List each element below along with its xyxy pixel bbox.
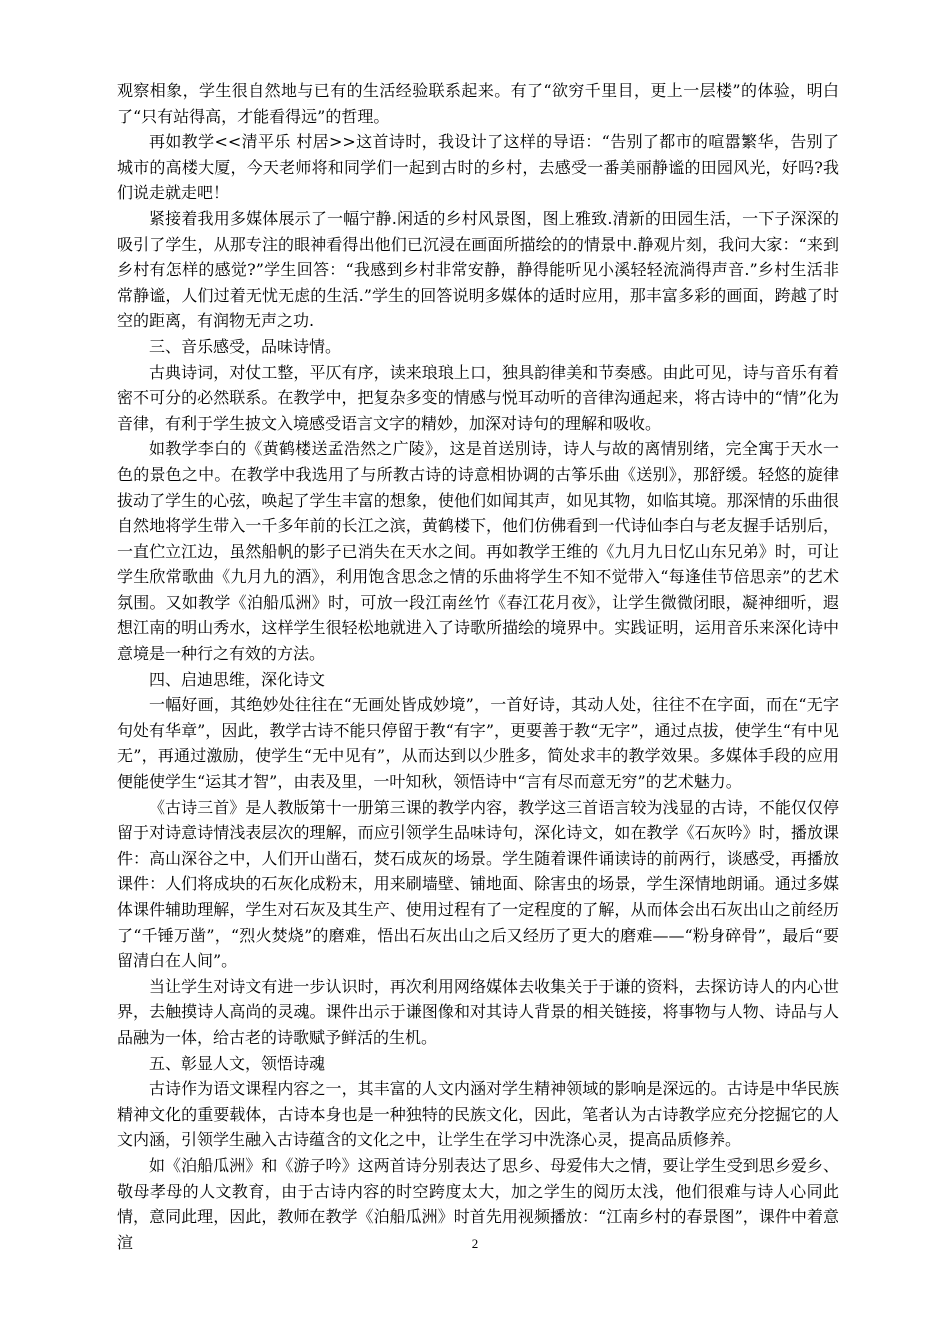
paragraph-12: 古诗作为语文课程内容之一，其丰富的人文内涵对学生精神领域的影响是深远的。古诗是中华民族精神文化的重要载体，古诗本身也是一种独特的民族文化，因此，笔者认为古诗教学应充分挖掘它的人文内涵，引领学生融入古诗蕴含的文化之中，让学生在学习中洗涤心灵，提高品质修养。 (117, 1079, 839, 1150)
paragraph-2: 再如教学<<清平乐 村居>>这首诗时，我设计了这样的导语：“告别了都市的喧嚣繁华，告别了城市的高楼大厦，今天老师将和同学们一起到古时的乡村，去感受一番美丽静谧的田园风光，好吗?我们说走就走吧！ (117, 132, 839, 203)
section-heading-5: 五、彰显人文，领悟诗魂 (149, 1053, 326, 1073)
document-body (117, 78, 839, 1255)
paragraph-8: 一幅好画，其绝妙处往往在“无画处皆成妙境”，一首好诗，其动人处，往往不在字面，而在“无字句处有华章”，因此，教学古诗不能只停留于教“有字”，更要善于教“无字”，通过点拔，使学生“有中见无”，再通过激励，使学生“无中见有”，从而达到以少胜多，简处求丰的教学效果。多媒体手段的应用便能使学生“运其才智”，由表及里，一叶知秋，领悟诗中“言有尽而意无穷”的艺术魅力。 (117, 695, 839, 792)
paragraph-13: 如《泊船瓜洲》和《游子吟》这两首诗分别表达了思乡、母爱伟大之情，要让学生受到思乡爱乡、敬母孝母的人文教育，由于古诗内容的时空跨度太大，加之学生的阅历太浅，他们很难与诗人心同此情，意同此理，因此，教师在教学《泊船瓜洲》时首先用视频播放：“江南乡村的春景图”，课件中着意渲 (117, 1155, 839, 1252)
paragraph-6: 如教学李白的《黄鹤楼送孟浩然之广陵》，这是首送別诗，诗人与故的离情别绪，完全寓于天水一色的景色之中。在教学中我选用了与所教古诗的诗意相协调的古筝乐曲《送别》，那舒缓。轻悠的旋律拔动了学生的心弦，唤起了学生丰富的想象，使他们如闻其声，如见其物，如临其境。那深情的乐曲很自然地将学生带入一千多年前的长江之滨，黄鹤楼下，他们仿佛看到一代诗仙李白与老友握手话别后，一直伫立江边，虽然船帆的影子已消失在天水之间。再如教学王维的《九月九日忆山东兄弟》时，可让学生欣常歌曲《九月九的酒》，利用饱含思念之情的乐曲将学生不知不觉带入“每逢佳节倍思亲”的艺术氛围。又如教学《泊船瓜洲》时，可放一段江南丝竹《春江花月夜》，让学生微微闭眼，凝神细听，遐想江南的明山秀水，这样学生很轻松地就进入了诗歌所描绘的境界中。实践证明，运用音乐来深化诗中意境是一种行之有效的方法。 (117, 439, 839, 664)
section-heading-4: 四、启迪思维，深化诗文 (149, 669, 326, 689)
paragraph-10: 当让学生对诗文有进一步认识时，再次利用网络媒体去收集关于于谦的资料，去探访诗人的内心世界，去触摸诗人高尚的灵魂。课件出示于谦图像和对其诗人背景的相关链接，将事物与人物、诗品与人品融为一体，给古老的诗歌赋予鲜活的生机。 (117, 976, 839, 1047)
paragraph-9: 《古诗三首》是人教版第十一册第三课的教学内容，教学这三首语言较为浅显的古诗，不能仅仅停留于对诗意诗情浅表层次的理解，而应引领学生品味诗句，深化诗文，如在教学《石灰吟》时，播放课件：高山深谷之中，人们开山凿石，焚石成灰的场景。学生随着课件诵读诗的前两行，谈感受，再播放课件：人们将成块的石灰化成粉末，用来刷墙壁、铺地面、除害虫的场景，学生深情地朗诵。通过多媒体课件辅助理解，学生对石灰及其生产、使用过程有了一定程度的了解，从而体会出石灰出山之前经历了“千锤万凿”，“烈火焚烧”的磨难，悟出石灰出山之后又经历了更大的磨难——“粉身碎骨”，最后“要留清白在人间”。 (117, 797, 839, 971)
section-heading-3: 三、音乐感受，品味诗情。 (149, 336, 342, 356)
paragraph-5: 古典诗词，对仗工整，平仄有序，读来琅琅上口，独具韵律美和节奏感。由此可见，诗与音乐有着密不可分的必然联系。在教学中，把复杂多变的情感与悦耳动听的音律沟通起来，将古诗中的“情”化为音律，有利于学生披文入境感受语言文字的精妙，加深对诗句的理解和吸收。 (117, 362, 839, 433)
paragraph-3: 紧接着我用多媒体展示了一幅宁静.闲适的乡村风景图，图上雅致.清新的田园生活，一下子深深的吸引了学生，从那专注的眼神看得出他们已沉浸在画面所描绘的的情景中.静观片刻，我问大家：“来到乡村有怎样的感觉?”学生回答：“我感到乡村非常安静，静得能听见小溪轻轻流淌得声音.”乡村生活非常静谧，人们过着无忧无虑的生活.”学生的回答说明多媒体的适时应用，那丰富多彩的画面，跨越了时空的距离，有润物无声之功. (117, 208, 839, 331)
page-number: 2 (471, 1236, 479, 1251)
paragraph-1: 观察相象，学生很自然地与已有的生活经验联系起来。有了“欲穷千里目，更上一层楼”的体验，明白了“只有站得高，才能看得远”的哲理。 (117, 81, 839, 126)
